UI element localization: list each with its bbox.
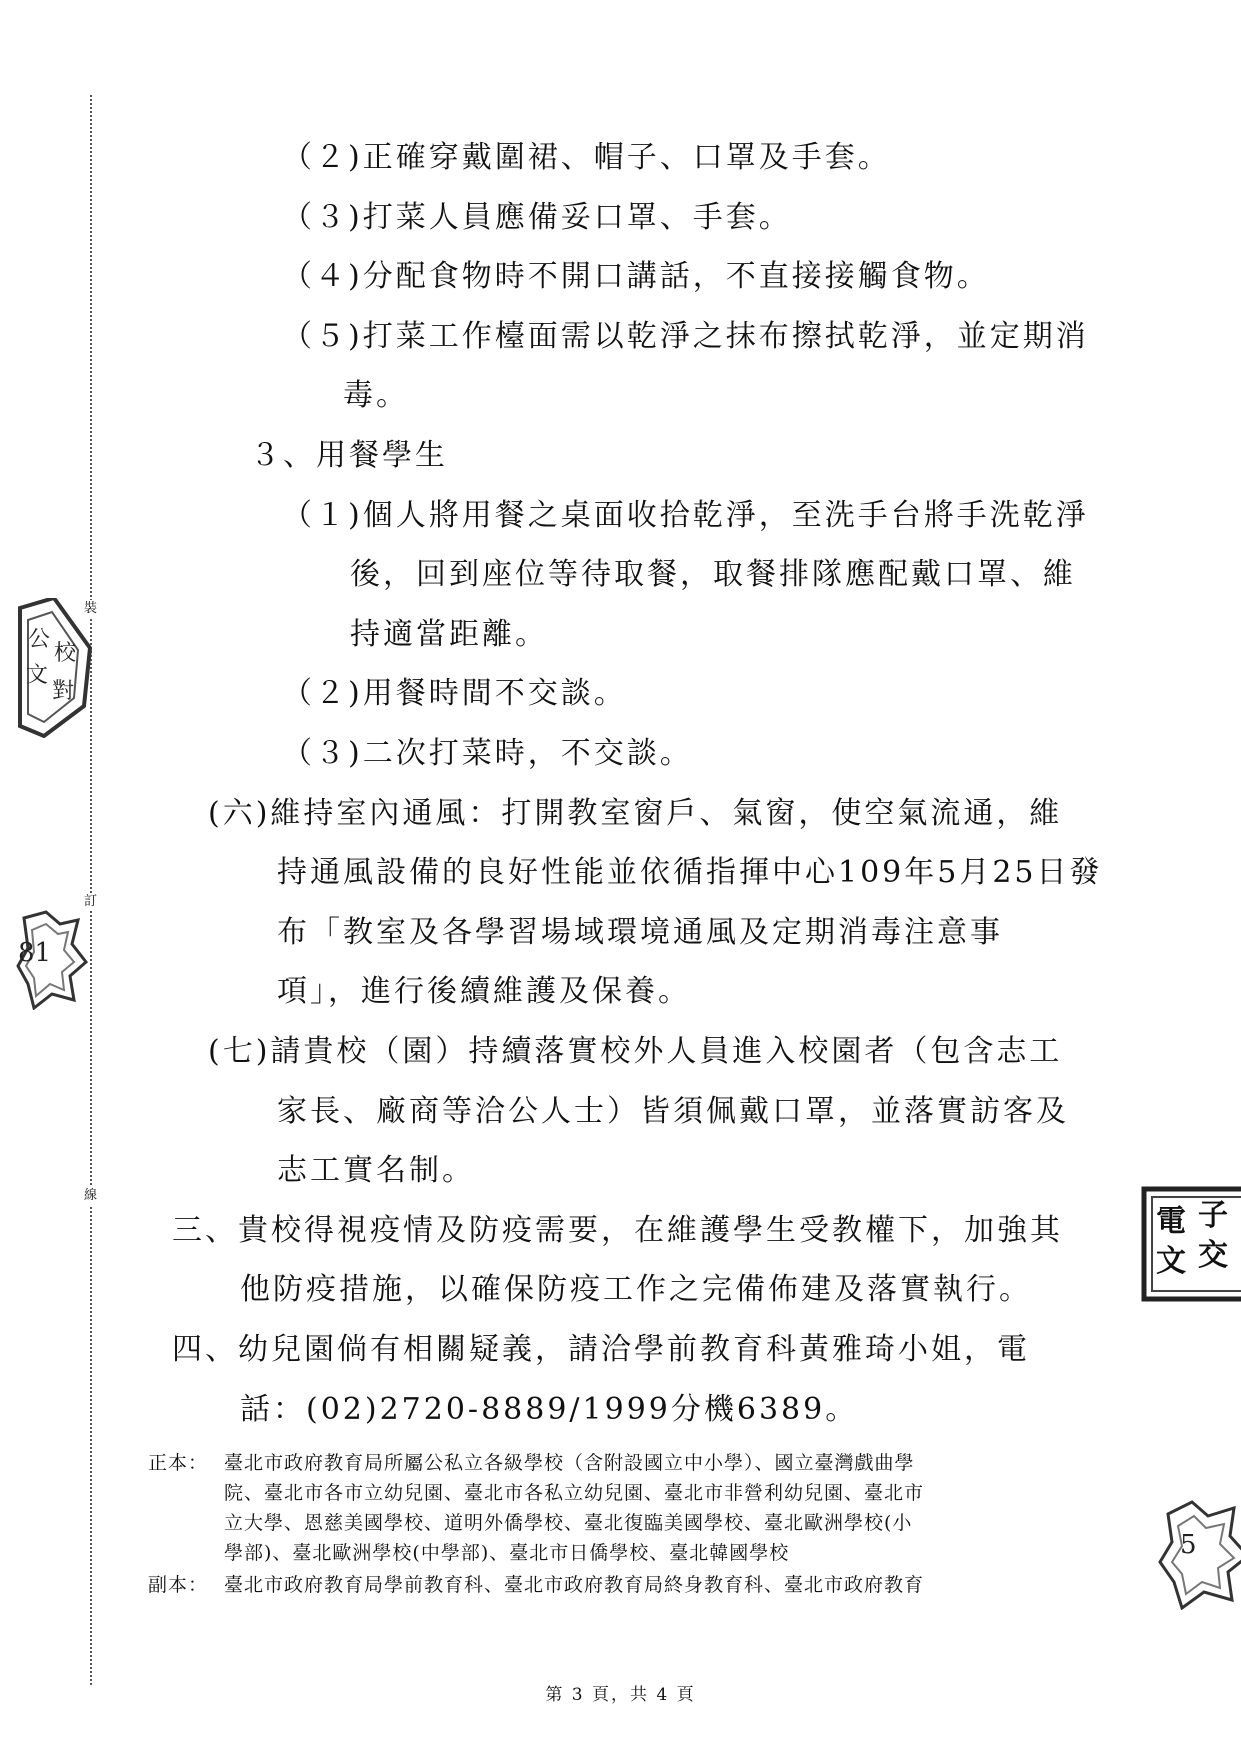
body-line: (六)維持室內通風：打開教室窗戶、氣窗，使空氣流通，維	[208, 796, 1063, 831]
body-line: 志工實名制。	[277, 1153, 475, 1188]
body-line: （２)正確穿戴圍裙、帽子、口罩及手套。	[282, 140, 891, 175]
svg-text:子: 子	[1198, 1198, 1228, 1233]
body-line: （２)用餐時間不交談。	[282, 676, 627, 711]
fuben-line: 臺北市政府教育局學前教育科、臺北市政府教育局終身教育科、臺北市政府教育	[224, 1574, 925, 1596]
body-line: 布「教室及各學習場域環境通風及定期消毒注意事	[277, 915, 1003, 950]
body-line: 項」，進行後續維護及保養。	[277, 974, 691, 1009]
zhengben-line: 立大學、恩慈美國學校、道明外僑學校、臺北復臨美國學校、臺北歐洲學校(小	[224, 1512, 913, 1534]
zhengben-line: 臺北市政府教育局所屬公私立各級學校（含附設國立中小學）、國立臺灣戲曲學	[224, 1452, 915, 1474]
body-line: 話：(02)2720-8889/1999分機6389。	[240, 1392, 859, 1427]
body-line: （３)二次打菜時，不交談。	[282, 736, 693, 771]
body-line: 持通風設備的良好性能並依循指揮中心109年5月25日發	[277, 855, 1103, 890]
body-line: 持適當距離。	[350, 617, 548, 652]
zhengben-line: 學部)、臺北歐洲學校(中學部)、臺北市日僑學校、臺北韓國學校	[224, 1542, 790, 1564]
zhengben-label: 正本：	[148, 1452, 209, 1474]
binding-char-zhuang: 裝	[84, 601, 98, 616]
left-stamp-number: 81	[18, 938, 52, 968]
svg-text:公: 公	[28, 627, 51, 652]
body-line: 家長、廠商等洽公人士）皆須佩戴口罩，並落實訪客及	[277, 1094, 1069, 1129]
body-line: 四、幼兒園倘有相關疑義，請洽學前教育科黃雅琦小姐，電	[172, 1332, 1030, 1367]
electronic-document-stamp	[1140, 1185, 1241, 1305]
body-line: 他防疫措施，以確保防疫工作之完備佈建及落實執行。	[240, 1272, 1032, 1307]
svg-text:電: 電	[1156, 1204, 1186, 1239]
fuben-label: 副本：	[148, 1574, 209, 1596]
page-footer: 第 3 頁，共 4 頁	[545, 1685, 696, 1705]
body-line: 後，回到座位等待取餐，取餐排隊應配戴口罩、維	[350, 557, 1076, 592]
svg-text:文: 文	[26, 663, 49, 688]
body-line: 三、貴校得視疫情及防疫需要，在維護學生受教權下，加強其	[172, 1213, 1063, 1248]
svg-text:校: 校	[54, 641, 77, 666]
body-line: (七)請貴校（園）持續落實校外人員進入校園者（包含志工	[208, 1034, 1063, 1069]
seal-stamp-right	[1158, 1500, 1241, 1610]
body-line: （３)打菜人員應備妥口罩、手套。	[282, 200, 792, 235]
right-stamp-number: 5	[1180, 1530, 1197, 1560]
binding-char-ding: 訂	[84, 894, 98, 909]
zhengben-line: 院、臺北市各市立幼兒園、臺北市各私立幼兒園、臺北市非營利幼兒園、臺北市	[224, 1482, 925, 1504]
proofread-seal-stamp	[14, 598, 94, 738]
binding-char-xian: 線	[84, 1188, 98, 1203]
body-line: （４)分配食物時不開口講話，不直接接觸食物。	[282, 259, 990, 294]
svg-text:文: 文	[1156, 1244, 1186, 1279]
svg-text:交: 交	[1198, 1238, 1228, 1273]
svg-text:對: 對	[52, 679, 75, 704]
body-line: ３、用餐學生	[250, 438, 448, 473]
body-line: （５)打菜工作檯面需以乾淨之抹布擦拭乾淨，並定期消	[282, 319, 1089, 354]
body-line: 毒。	[343, 378, 409, 413]
binding-dotted-line	[90, 95, 92, 1685]
body-line: （１)個人將用餐之桌面收拾乾淨，至洗手台將手洗乾淨	[282, 498, 1089, 533]
